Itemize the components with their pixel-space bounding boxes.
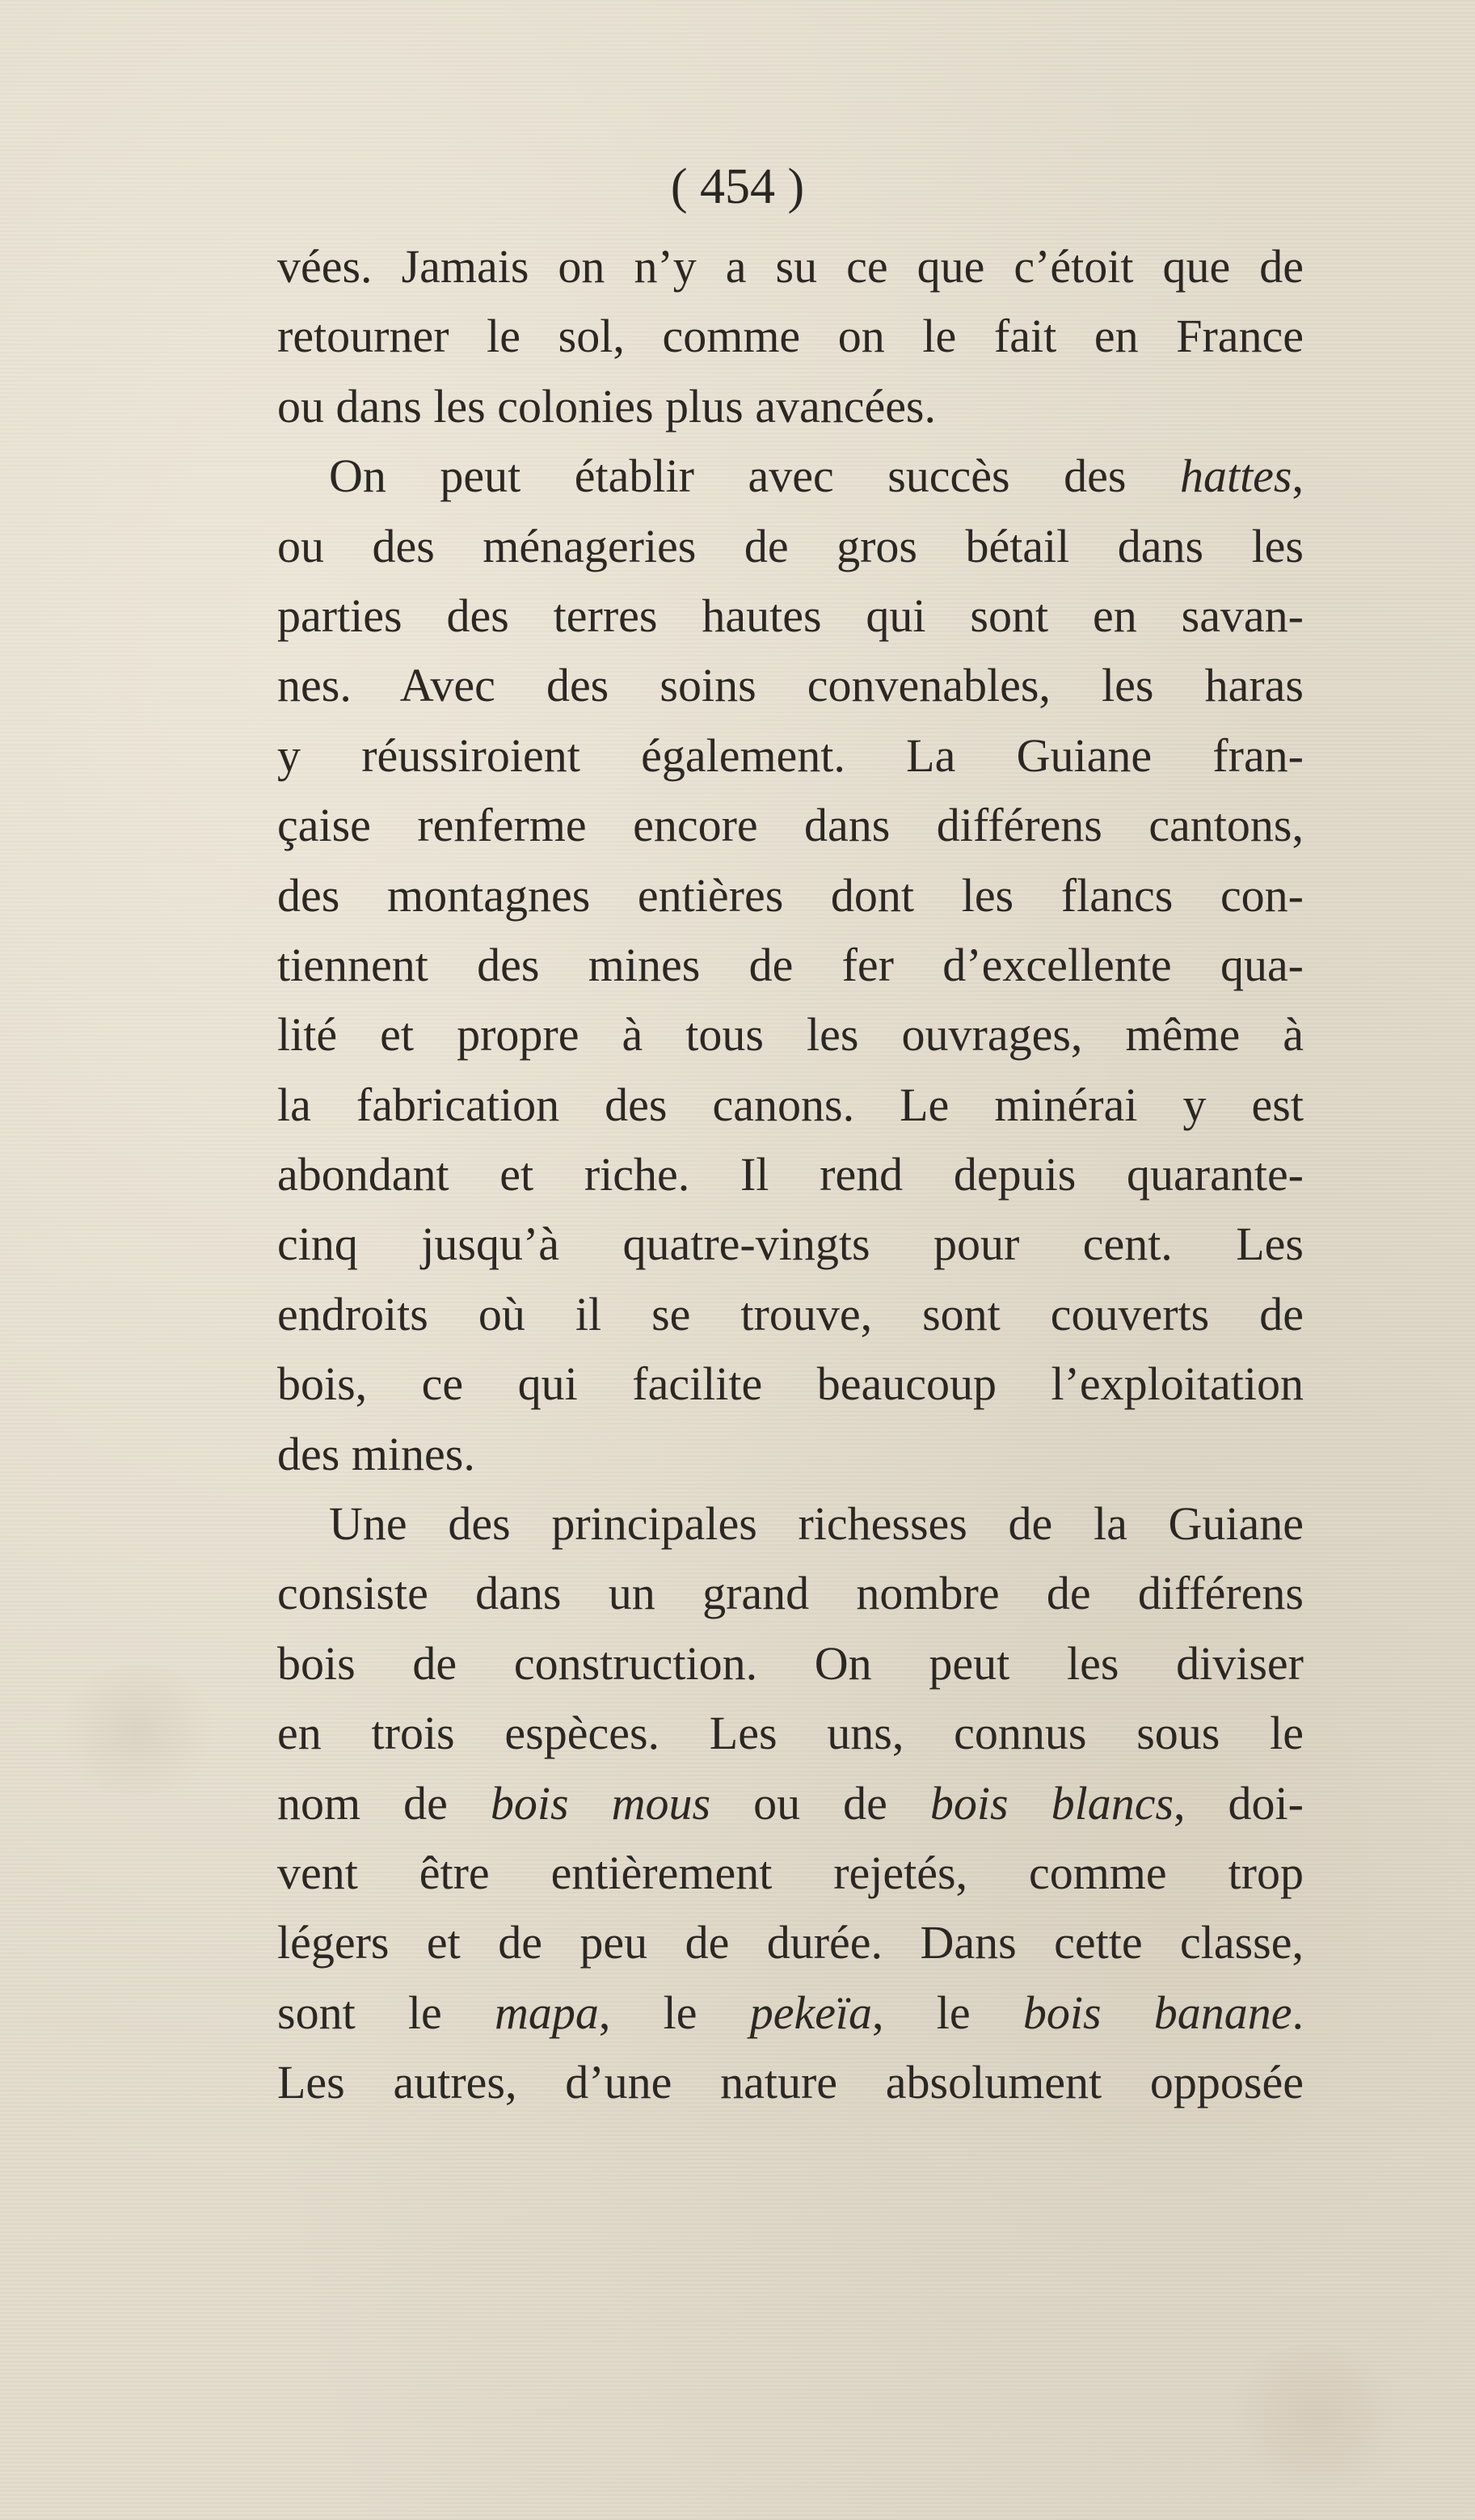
paper-stain — [48, 1665, 226, 1795]
text-segment: en trois espèces. Les uns, connus sous le — [277, 1707, 1304, 1760]
text-line — [277, 1978, 1304, 2048]
text-line — [277, 721, 1304, 791]
text-segment: la fabrication des canons. Le minérai y est — [277, 1078, 1304, 1131]
text-line — [277, 1000, 1304, 1070]
text-segment: parties des terres hautes qui sont en savan- — [277, 589, 1304, 642]
text-segment: , le — [598, 1986, 750, 2039]
text-line — [277, 2048, 1304, 2117]
text-line — [277, 1070, 1304, 1140]
text-segment: bois de construction. On peut les diviser — [277, 1636, 1304, 1690]
text-segment: ou des ménageries de gros bétail dans les — [277, 519, 1304, 572]
text-segment: légers et de peu de durée. Dans cette classe, — [277, 1916, 1304, 1969]
text-line — [277, 1349, 1304, 1419]
text-segment: , doi- — [1174, 1776, 1304, 1830]
text-segment: abondant et riche. Il rend depuis quarante- — [277, 1148, 1304, 1201]
italic-term: bois mous — [490, 1776, 711, 1830]
text-segment: vées. Jamais on n’y a su ce que c’étoit que de — [277, 240, 1304, 293]
text-segment: bois, ce qui facilite beaucoup l’exploitation — [277, 1357, 1304, 1411]
text-line — [277, 1140, 1304, 1209]
text-line — [277, 1420, 1304, 1489]
text-line — [277, 1209, 1304, 1279]
text-segment: Une des principales richesses de la Guiane — [329, 1497, 1304, 1551]
text-line — [277, 931, 1304, 1000]
text-line — [277, 581, 1304, 651]
italic-term: bois blancs — [929, 1776, 1174, 1830]
text-segment: cinq jusqu’à quatre-vingts pour cent. Les — [277, 1218, 1304, 1271]
text-segment: consiste dans un grand nombre de différens — [277, 1567, 1304, 1620]
text-segment: vent être entièrement rejetés, comme trop — [277, 1846, 1304, 1899]
text-segment: , le — [872, 1986, 1023, 2039]
text-segment: , — [1292, 450, 1304, 503]
text-line — [277, 651, 1304, 720]
text-segment: sont le — [277, 1986, 495, 2039]
text-segment: nom de — [277, 1776, 491, 1830]
text-segment: ou de — [710, 1776, 930, 1830]
italic-term: hattes — [1179, 450, 1292, 503]
text-segment: des montagnes entières dont les flancs con- — [277, 868, 1304, 922]
text-segment: retourner le sol, comme on le fait en France — [277, 310, 1304, 363]
text-line — [277, 1629, 1304, 1699]
page-number: ( 454 ) — [670, 159, 805, 214]
text-line — [277, 861, 1304, 931]
text-segment: endroits où il se trouve, sont couverts de — [277, 1287, 1304, 1340]
text-segment: des mines. — [277, 1427, 475, 1480]
paper-stain — [1212, 2345, 1422, 2490]
text-line — [277, 1280, 1304, 1349]
body-text — [277, 232, 1304, 2118]
text-segment: y réussiroient également. La Guiane fran- — [277, 728, 1304, 782]
text-segment: tiennent des mines de fer d’excellente qua- — [277, 938, 1304, 991]
text-segment: ou dans les colonies plus avancées. — [277, 379, 937, 433]
text-line — [277, 1838, 1304, 1908]
text-line — [277, 1559, 1304, 1628]
text-line — [277, 372, 1304, 441]
text-line — [277, 232, 1304, 302]
italic-term: pekeïa — [749, 1986, 873, 2039]
text-line — [277, 1489, 1304, 1559]
text-line — [277, 791, 1304, 860]
text-segment: çaise renferme encore dans différens cantons, — [277, 799, 1304, 852]
text-segment: lité et propre à tous les ouvrages, même à — [277, 1008, 1304, 1062]
text-segment: On peut établir avec succès des — [329, 450, 1180, 503]
text-line — [277, 1908, 1304, 1978]
text-line — [277, 1699, 1304, 1768]
text-line — [277, 441, 1304, 511]
text-segment: . — [1292, 1986, 1304, 2039]
italic-term: mapa — [495, 1986, 599, 2039]
text-segment: Les autres, d’une nature absolument opposée — [277, 2056, 1304, 2109]
text-segment: nes. Avec des soins convenables, les haras — [277, 659, 1304, 712]
text-line — [277, 1769, 1304, 1838]
text-line — [277, 302, 1304, 371]
italic-term: bois banane — [1022, 1986, 1292, 2039]
text-line — [277, 512, 1304, 581]
